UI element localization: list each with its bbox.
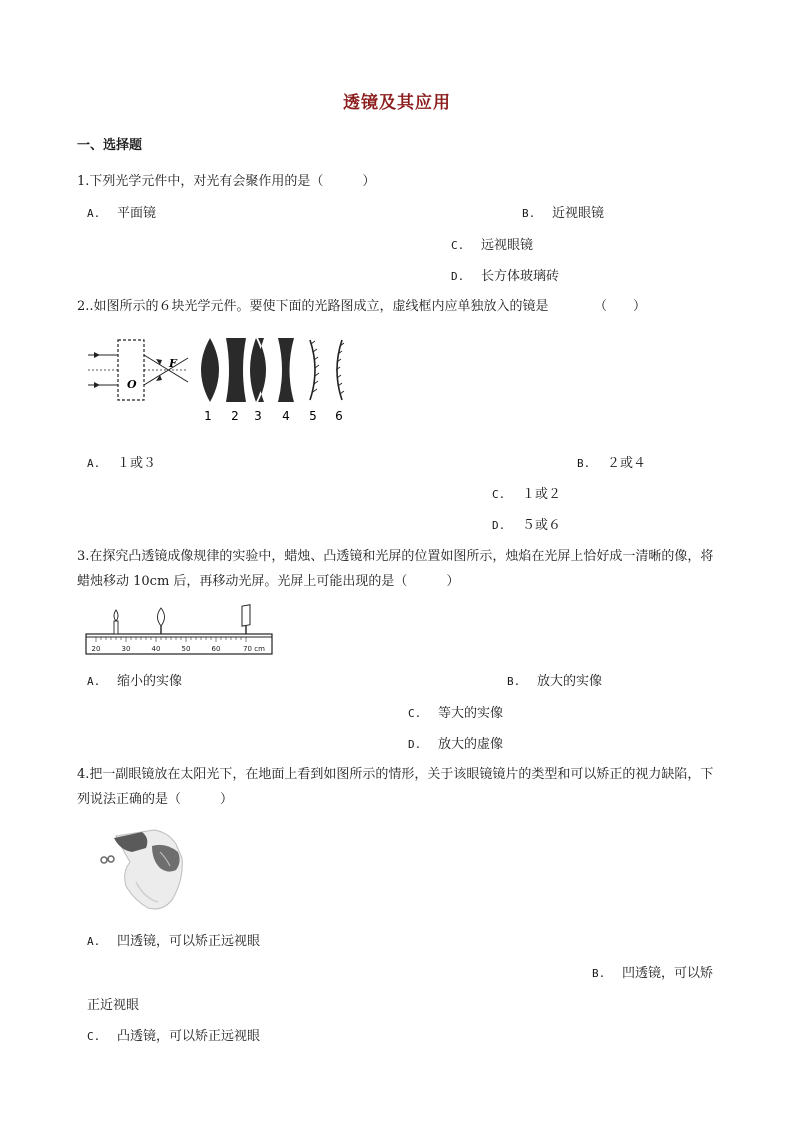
focus-label: F (169, 357, 177, 370)
option-letter: A. (87, 675, 101, 688)
light-screen (242, 605, 250, 634)
outgoing-ray-bottom (144, 358, 188, 385)
option-text: 长方体玻璃砖 (481, 269, 560, 284)
q2-option-d[interactable] (492, 514, 561, 533)
lens-number: 1 (204, 409, 212, 423)
option-letter: C. (408, 707, 422, 720)
option-text: １或３ (117, 456, 157, 471)
question-2-stem: 2..如图所示的６块光学元件。要使下面的光路图成立，虚线框内应单独放入的镜是 （ ） (77, 299, 647, 314)
lens-figure (80, 330, 352, 426)
lens-number: 2 (231, 409, 239, 423)
ruler-label: 20 (91, 645, 101, 653)
q3-option-d[interactable] (408, 733, 503, 752)
option-text: 凸透镜，可以矫正远视眼 (117, 1029, 261, 1044)
option-text: 凹透镜，可以矫正远视眼 (117, 934, 261, 949)
ruler-label: 30 (121, 645, 131, 653)
option-letter: A. (87, 207, 101, 220)
glasses-shadow-photo (96, 828, 188, 914)
center-label: O (127, 378, 137, 391)
ruler-label: 40 (151, 645, 161, 653)
outgoing-ray-top (144, 355, 188, 382)
lens-number: 5 (309, 409, 317, 423)
option-text: ２或４ (607, 456, 647, 471)
option-letter: C. (451, 239, 465, 252)
arrow-icon (94, 352, 100, 358)
q4-option-b-continued (87, 994, 139, 1013)
question-4-stem: 4.把一副眼镜放在太阳光下，在地面上看到如图所示的情形，关于该眼镜镜片的类型和可以矫正的视力缺陷，下列说法正确的是（ ） (77, 767, 714, 807)
option-text: 凹透镜，可以矫 (622, 966, 714, 981)
option-letter: C. (492, 488, 506, 501)
ruler-label: 50 (181, 645, 191, 653)
q3-option-c[interactable] (408, 702, 503, 721)
q1-option-c[interactable] (451, 234, 533, 253)
lens-numbers (204, 409, 343, 423)
option-text: 缩小的实像 (117, 674, 183, 689)
option-letter: B. (507, 675, 521, 688)
q3-option-a[interactable] (87, 670, 182, 689)
lens-number: 3 (254, 409, 262, 423)
option-text: ５或６ (522, 518, 562, 533)
section-heading: 一、选择题 (77, 138, 143, 153)
question-1-stem: 1.下列光学元件中，对光有会聚作用的是（ ） (77, 174, 376, 189)
lens-1-biconvex (201, 338, 219, 402)
option-text: 远视眼镜 (481, 238, 534, 253)
q2-option-c[interactable] (492, 483, 561, 502)
option-letter: B. (522, 207, 536, 220)
lens-number: 6 (335, 409, 343, 423)
option-letter: A. (87, 935, 101, 948)
q3-option-b[interactable] (507, 670, 602, 689)
candle (114, 610, 118, 634)
dashed-box (118, 340, 144, 400)
option-text: 等大的实像 (438, 706, 504, 721)
q4-option-b[interactable] (592, 962, 713, 981)
q4-option-a[interactable] (87, 930, 260, 949)
optical-bench-figure (84, 604, 276, 662)
option-text: 放大的虚像 (438, 737, 504, 752)
q4-option-c[interactable] (87, 1025, 260, 1044)
mirror-6 (337, 340, 342, 400)
option-letter: A. (87, 457, 101, 470)
lens-4-biconcave (278, 338, 294, 402)
q2-option-b[interactable] (577, 452, 646, 471)
option-letter: D. (408, 738, 422, 751)
option-text: 近视眼镜 (552, 206, 605, 221)
lens-number: 4 (282, 409, 290, 423)
arrow-icon (94, 382, 100, 388)
lens-2-biconcave (226, 338, 246, 402)
question-3-stem: 3.在探究凸透镜成像规律的实验中，蜡烛、凸透镜和光屏的位置如图所示，烛焰在光屏上恰好成一清晰的像，将蜡烛移动 10cm 后，再移动光屏。光屏上可能出现的是（ ） (77, 549, 714, 589)
option-letter: C. (87, 1030, 101, 1043)
page-title: 透镜及其应用 (343, 93, 451, 113)
option-text: 放大的实像 (537, 674, 603, 689)
q1-option-b[interactable] (522, 202, 604, 221)
q1-option-d[interactable] (451, 265, 559, 284)
q1-option-a[interactable] (87, 202, 156, 221)
convex-lens (158, 608, 165, 634)
option-letter: D. (451, 270, 465, 283)
option-text: 正近视眼 (87, 998, 140, 1013)
option-letter: B. (577, 457, 591, 470)
option-text: １或２ (522, 487, 562, 502)
ruler-label: 70 cm (243, 645, 265, 653)
option-text: 平面镜 (117, 206, 157, 221)
option-letter: B. (592, 967, 606, 980)
ruler-label: 60 (211, 645, 221, 653)
q2-option-a[interactable] (87, 452, 156, 471)
option-letter: D. (492, 519, 506, 532)
